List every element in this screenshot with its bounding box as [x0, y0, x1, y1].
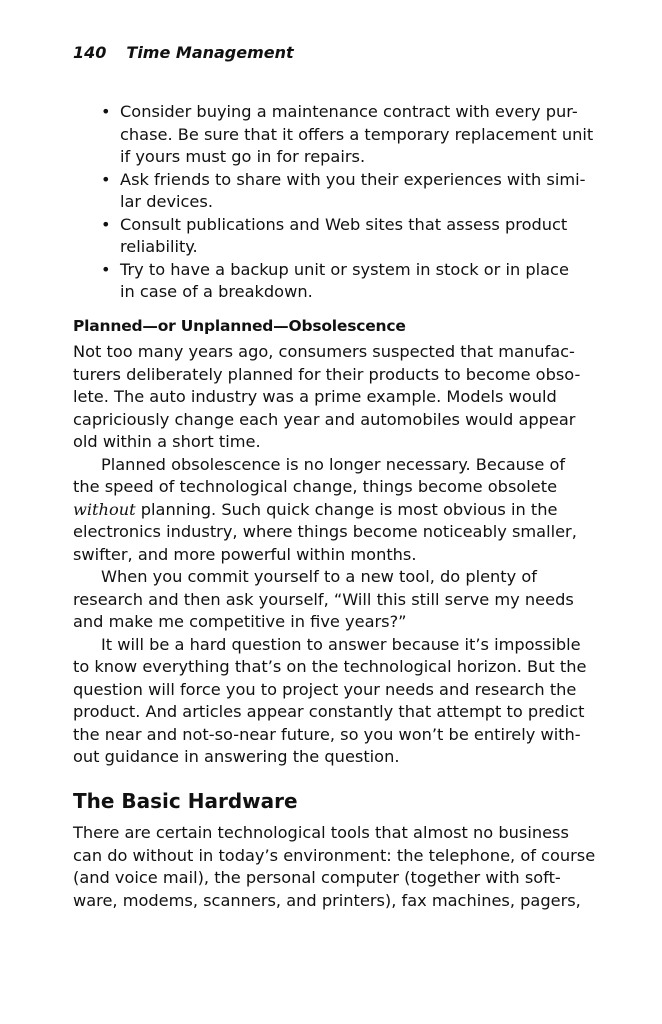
- subsection-heading: Planned—or Unplanned—Obsolescence: [73, 317, 406, 335]
- running-header: [73, 43, 294, 63]
- list-item: • Ask friends to share with you their experiences with simi- lar devices.: [101, 169, 586, 211]
- bullet-icon: •: [101, 102, 111, 121]
- running-title: Time Management: [126, 43, 294, 62]
- paragraph: There are certain technological tools that almost no business can do without in today’s environment: the telephone, of course (and voice mail), the personal computer (together with soft- ware, modems, scanners, and printers), fax machines, pagers,: [73, 823, 596, 910]
- bullet-icon: •: [101, 259, 111, 279]
- bullet-icon: •: [101, 214, 111, 234]
- list-item: • Consult publications and Web sites that assess product reliability.: [101, 214, 568, 256]
- section-heading: The Basic Hardware: [73, 789, 298, 813]
- list-item: • Consider buying a maintenance contract with every pur- chase. Be sure that it offers a temporary replacement unit if yours must go in for repairs.: [101, 102, 594, 166]
- paragraph: When you commit yourself to a new tool, do plenty of research and then ask yourself, “Will this still serve my needs and make me competitive in five years?”: [73, 567, 574, 631]
- list-item: • Try to have a backup unit or system in stock or in place in case of a breakdown.: [101, 259, 569, 301]
- emphasis-text: without: [73, 499, 136, 519]
- bullet-icon: •: [101, 169, 111, 189]
- paragraph: Planned obsolescence is no longer necessary. Because of the speed of technological change, things become obsolete without planning. Such quick change is most obvious in the electronics industry, where things become noticeably smaller, swifter, and more powerful within months.: [73, 454, 577, 564]
- bullet-list: [73, 101, 593, 304]
- page-number: 140: [73, 43, 107, 62]
- section-body: [73, 822, 596, 912]
- paragraph: It will be a hard question to answer because it’s impossible to know everything that’s on the technological horizon. But the question will force you to project your needs and research the product. And articles appear constantly that attempt to predict the near and not-so-near future, so you won’t be entirely with- out guidance in answering the question.: [73, 634, 587, 766]
- paragraph: Not too many years ago, consumers suspected that manufac- turers deliberately planned for their products to become obso- lete. The auto industry was a prime example. Models would capriciously change each year and automobiles would appear old within a short time.: [73, 342, 581, 451]
- subsection-body: [73, 341, 593, 769]
